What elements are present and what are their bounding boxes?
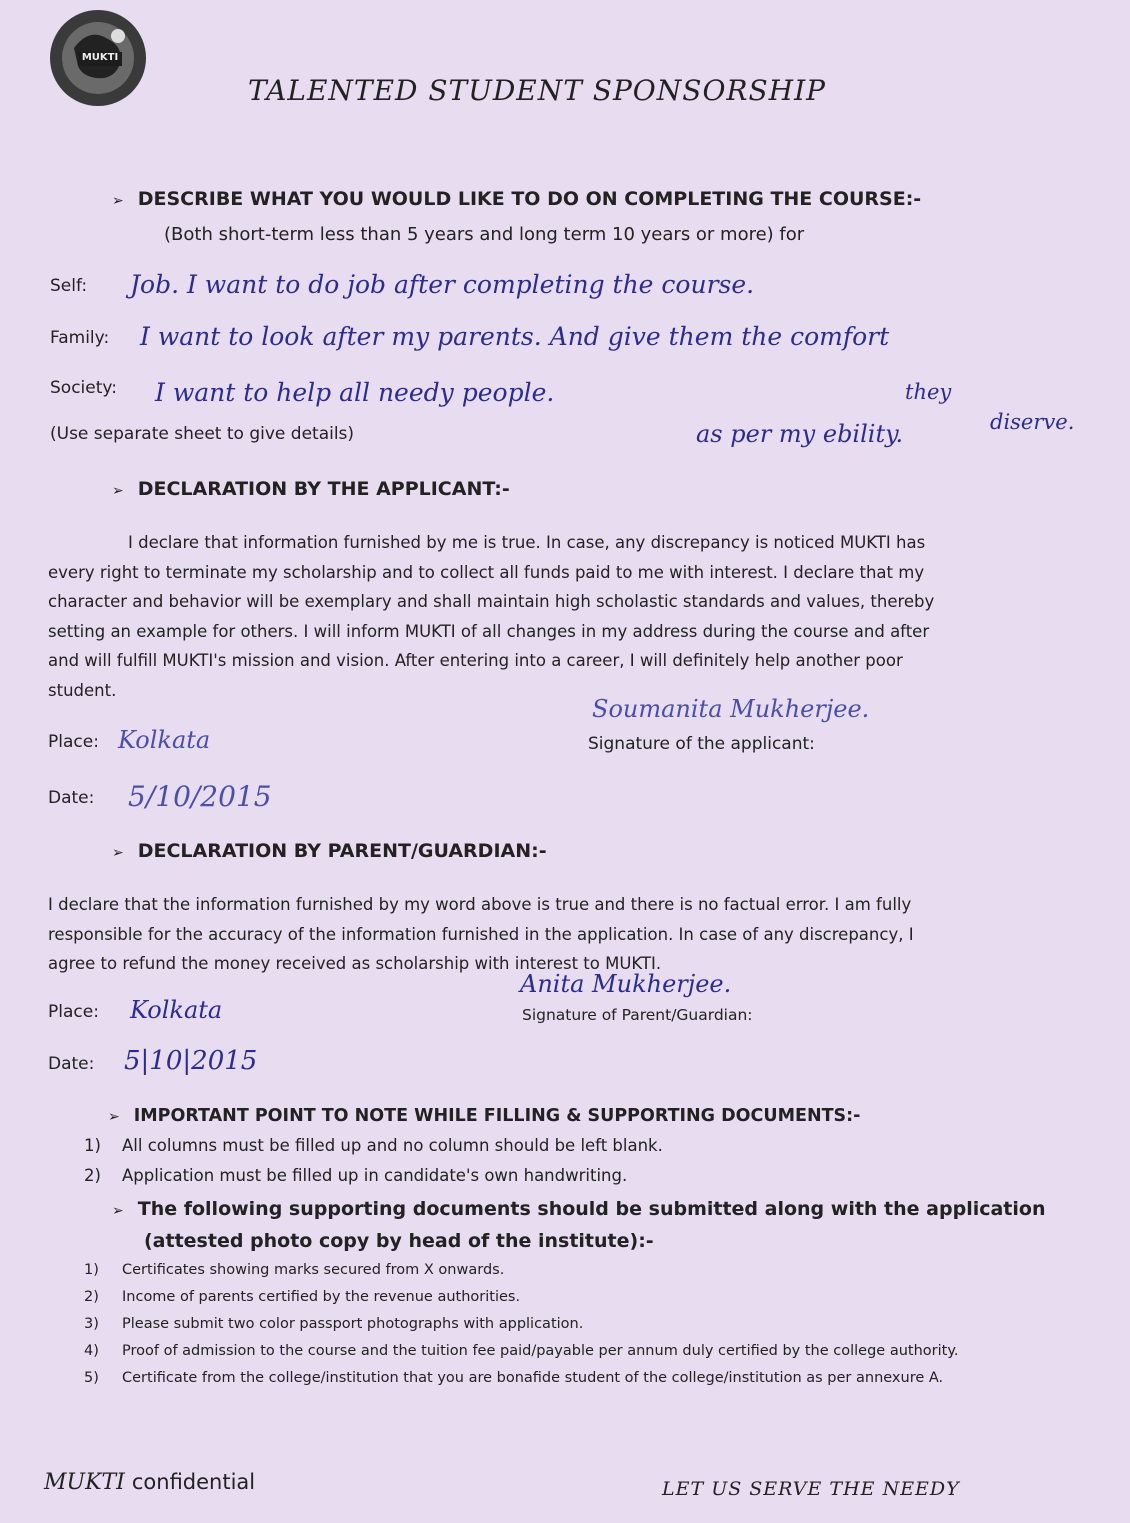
applicant-date-label: Date:: [48, 788, 95, 808]
section4-heading: [108, 1106, 860, 1126]
declaration-line: character and behavior will be exemplary and shall maintain high scholastic standards and values, thereby: [48, 592, 935, 611]
list-number: 3): [84, 1316, 99, 1332]
applicant-place-label: Place:: [48, 732, 99, 752]
footer-confidential: [44, 1470, 255, 1495]
section2-heading: [112, 478, 510, 500]
family-answer-cont2: diserve.: [990, 410, 1075, 434]
list-text: Income of parents certified by the revenue authorities.: [122, 1289, 521, 1305]
applicant-declaration: [48, 528, 1048, 705]
mukti-logo: [44, 8, 152, 108]
list-item: [84, 1166, 627, 1185]
doc-item: [84, 1262, 504, 1278]
declaration-line: student.: [48, 680, 117, 700]
declaration-line: setting an example for others. I will inform MUKTI of all changes in my address during the course and after: [48, 621, 930, 641]
guardian-date-value[interactable]: 5|10|2015: [124, 1046, 258, 1076]
guardian-signature[interactable]: Anita Mukherjee.: [520, 970, 732, 998]
section4-heading-text: IMPORTANT POINT TO NOTE WHILE FILLING & SUPPORTING DOCUMENTS:-: [133, 1106, 861, 1126]
list-number: 5): [84, 1370, 99, 1386]
guardian-signature-label: Signature of Parent/Guardian:: [522, 1006, 753, 1024]
declaration-line: agree to refund the money received as scholarship with interest to MUKTI.: [48, 954, 662, 973]
declaration-line: and will fulfill MUKTI's mission and vision. After entering into a career, I will definitely help another poor: [48, 651, 903, 670]
applicant-signature[interactable]: Soumanita Mukherjee.: [592, 695, 870, 723]
society-answer-cont: as per my ebility.: [696, 420, 904, 448]
applicant-place-value[interactable]: Kolkata: [118, 726, 211, 754]
family-answer[interactable]: I want to look after my parents. And give them the comfort: [140, 322, 890, 351]
docs-heading-line2: (attested photo copy by head of the institute):-: [144, 1230, 654, 1252]
declaration-line: responsible for the accuracy of the information furnished in the application. In case of any discrepancy, I: [48, 924, 914, 944]
section2-heading-text: DECLARATION BY THE APPLICANT:-: [137, 478, 510, 500]
footer-brand: MUKTI: [44, 1470, 125, 1495]
guardian-declaration: [48, 890, 1048, 979]
section3-heading: [112, 840, 547, 862]
declaration-line: I declare that the information furnished by my word above is true and there is no factual error. I am fully: [48, 895, 912, 914]
section1-heading: [112, 188, 921, 210]
list-text: All columns must be filled up and no column should be left blank.: [122, 1136, 663, 1155]
arrow-bullet-icon: ➢: [112, 1203, 124, 1219]
docs-heading-text: The following supporting documents should be submitted along with the application: [137, 1198, 1046, 1220]
society-answer[interactable]: I want to help all needy people.: [155, 378, 555, 407]
self-label: Self:: [50, 276, 88, 296]
doc-item: [84, 1316, 583, 1332]
doc-item: [84, 1289, 520, 1305]
section1-subheading: (Both short-term less than 5 years and long term 10 years or more) for: [164, 224, 805, 245]
logo-text: MUKTI: [81, 52, 119, 63]
list-text: Please submit two color passport photographs with application.: [122, 1316, 584, 1332]
section3-heading-text: DECLARATION BY PARENT/GUARDIAN:-: [137, 840, 547, 862]
list-item: [84, 1136, 663, 1155]
arrow-bullet-icon: ➢: [112, 193, 124, 209]
doc-item: [84, 1343, 958, 1359]
list-number: 1): [84, 1262, 99, 1278]
declaration-line: I declare that information furnished by me is true. In case, any discrepancy is noticed MUKTI has: [128, 533, 926, 552]
declaration-line: every right to terminate my scholarship and to collect all funds paid to me with interest. I declare that my: [48, 562, 925, 582]
arrow-bullet-icon: ➢: [108, 1109, 120, 1125]
list-text: Certificate from the college/institution that you are bonafide student of the college/institution as per annexure A.: [122, 1370, 944, 1386]
list-text: Proof of admission to the course and the tuition fee paid/payable per annum duly certified by the college authority.: [122, 1343, 959, 1359]
self-answer[interactable]: Job. I want to do job after completing the course.: [130, 270, 755, 299]
footer-confidential-text: confidential: [131, 1470, 256, 1494]
family-label: Family:: [50, 328, 110, 348]
doc-item: [84, 1370, 943, 1386]
guardian-place-label: Place:: [48, 1002, 99, 1022]
list-text: Certificates showing marks secured from X onwards.: [122, 1262, 505, 1278]
applicant-signature-label: Signature of the applicant:: [588, 734, 815, 754]
footer-slogan: LET US SERVE THE NEEDY: [662, 1478, 960, 1500]
arrow-bullet-icon: ➢: [112, 483, 124, 499]
guardian-place-value[interactable]: Kolkata: [130, 996, 223, 1024]
applicant-date-value[interactable]: 5/10/2015: [128, 780, 272, 813]
society-label: Society:: [50, 378, 117, 398]
guardian-date-label: Date:: [48, 1054, 95, 1074]
form-title: TALENTED STUDENT SPONSORSHIP: [248, 74, 826, 107]
section1-heading-text: DESCRIBE WHAT YOU WOULD LIKE TO DO ON COMPLETING THE COURSE:-: [137, 188, 922, 210]
separate-sheet-note: (Use separate sheet to give details): [50, 424, 355, 444]
list-number: 2): [84, 1166, 101, 1185]
list-number: 4): [84, 1343, 99, 1359]
list-text: Application must be filled up in candidate's own handwriting.: [122, 1166, 628, 1185]
family-answer-cont1: they: [905, 380, 952, 404]
docs-heading-line1: [112, 1198, 1045, 1220]
list-number: 2): [84, 1289, 99, 1305]
arrow-bullet-icon: ➢: [112, 845, 124, 861]
list-number: 1): [84, 1136, 101, 1155]
